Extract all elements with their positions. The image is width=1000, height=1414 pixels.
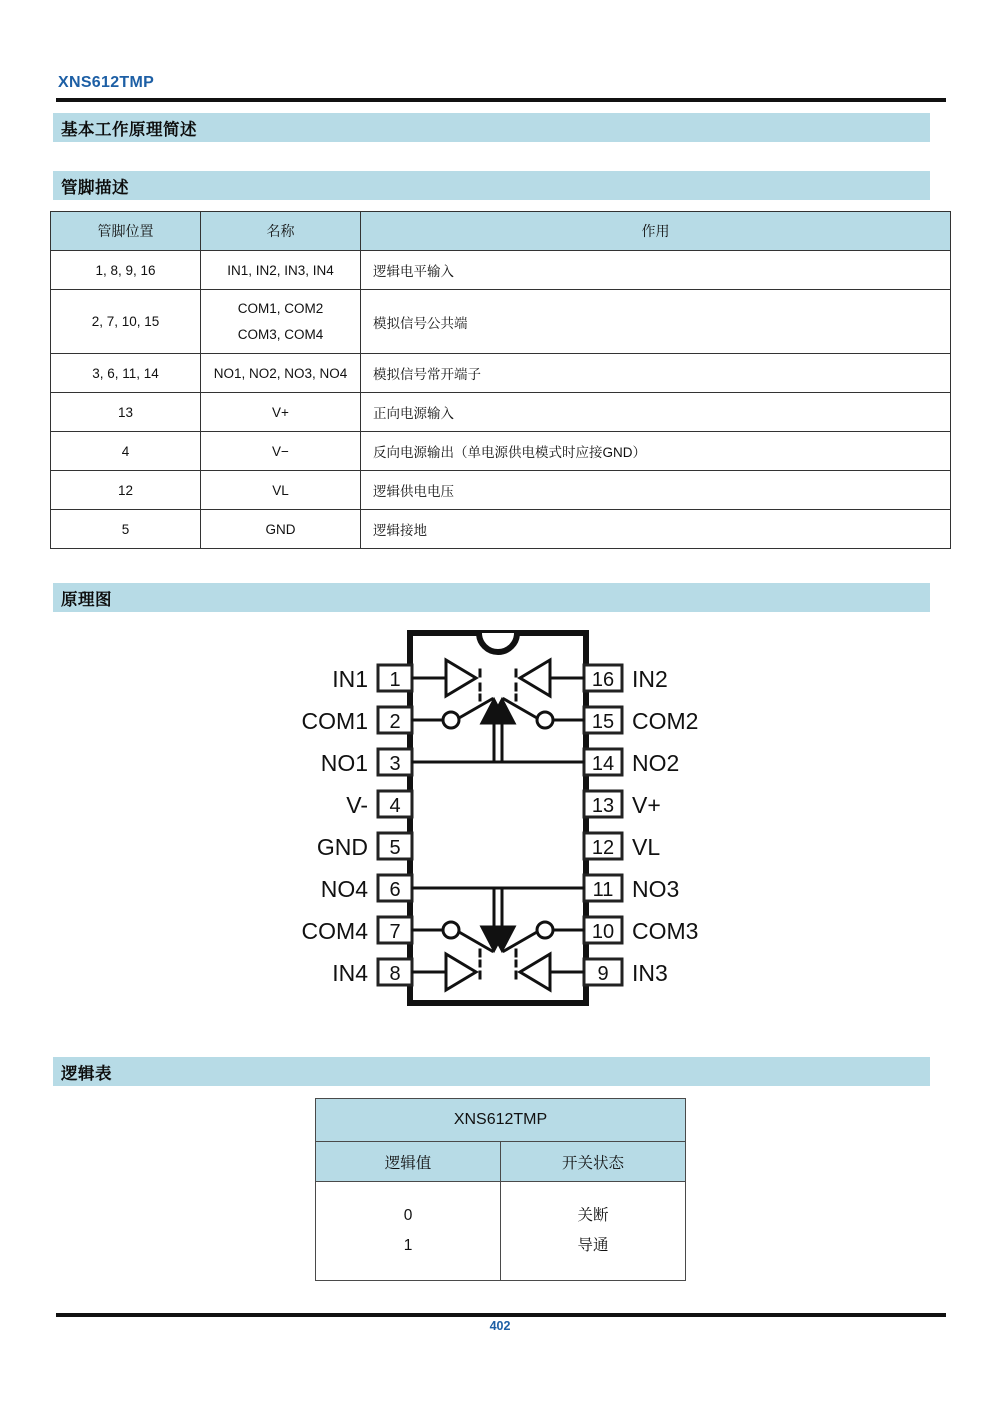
pin-label-vneg: V- — [346, 792, 368, 818]
pin-number-3: 3 — [389, 753, 401, 775]
column-header-position: 管脚位置 — [51, 212, 201, 251]
cell-function: 逻辑供电电压 — [361, 471, 951, 510]
cell-function: 逻辑电平输入 — [361, 251, 951, 290]
pin-label-com1: COM1 — [301, 708, 368, 734]
pin-number-2: 2 — [389, 711, 401, 733]
pin-label-in4: IN4 — [332, 960, 368, 986]
schematic-svg — [250, 628, 750, 1028]
cell-name: GND — [201, 510, 361, 549]
pin-label-in2: IN2 — [632, 666, 668, 692]
table-row — [51, 290, 951, 354]
pin-number-5: 5 — [389, 837, 401, 859]
pin-numbers-right — [592, 669, 614, 985]
package-notch-icon — [479, 633, 517, 652]
page-title: XNS612TMP — [58, 74, 155, 91]
pin-number-7: 7 — [389, 921, 401, 943]
switch-node-4 — [443, 922, 459, 938]
cell-position: 1, 8, 9, 16 — [51, 251, 201, 290]
pin-number-14: 14 — [591, 753, 615, 775]
cell-function: 正向电源输入 — [361, 393, 951, 432]
table-row — [51, 471, 951, 510]
pin-label-vl: VL — [632, 834, 661, 860]
table-row — [51, 432, 951, 471]
logic-table-title-row — [316, 1099, 686, 1142]
column-header-name: 名称 — [201, 212, 361, 251]
logic-column-header-state: 开关状态 — [501, 1142, 686, 1182]
cell-position: 13 — [51, 393, 201, 432]
schematic-diagram — [250, 628, 750, 1028]
section-header-schematic — [53, 583, 930, 612]
pin-number-6: 6 — [389, 879, 401, 901]
cell-name — [201, 290, 361, 354]
logic-state-0: 关断 — [577, 1207, 609, 1224]
column-header-function: 作用 — [361, 212, 951, 251]
section-header-pin-description-label: 管脚描述 — [61, 178, 129, 197]
logic-column-header-value: 逻辑值 — [316, 1142, 501, 1182]
cell-name: V− — [201, 432, 361, 471]
pin-number-10: 10 — [591, 921, 615, 943]
cell-function: 模拟信号常开端子 — [361, 354, 951, 393]
chip-body — [410, 633, 586, 1003]
section-header-principle-label: 基本工作原理简述 — [61, 120, 197, 139]
pin-number-16: 16 — [591, 669, 615, 691]
section-header-pin-description — [53, 171, 930, 200]
pin-label-no1: NO1 — [320, 750, 368, 776]
cell-name: NO1, NO2, NO3, NO4 — [201, 354, 361, 393]
cell-position: 5 — [51, 510, 201, 549]
cell-function: 模拟信号公共端 — [361, 290, 951, 354]
pin-number-11: 11 — [592, 879, 614, 901]
pin-number-13: 13 — [591, 795, 615, 817]
pin-labels-right — [632, 666, 698, 986]
pin-label-in3: IN3 — [632, 960, 668, 986]
pin-label-vpos: V+ — [632, 792, 661, 818]
pin-number-15: 15 — [591, 711, 615, 733]
pin-numbers-left — [389, 669, 400, 985]
switch-node-1 — [443, 712, 459, 728]
pin-label-in1: IN1 — [332, 666, 368, 692]
pin-label-no2: NO2 — [632, 750, 680, 776]
pin-label-no3: NO3 — [632, 876, 680, 902]
cell-function: 反向电源输出（单电源供电模式时应接GND） — [361, 432, 951, 471]
logic-values-cell — [316, 1182, 501, 1281]
table-row — [51, 393, 951, 432]
pin-description-table — [50, 211, 951, 549]
pin-number-4: 4 — [389, 795, 401, 817]
cell-name-line-1: COM1, COM2 — [237, 301, 324, 316]
logic-state-1: 导通 — [577, 1237, 609, 1254]
pin-label-com2: COM2 — [632, 708, 699, 734]
cell-position: 3, 6, 11, 14 — [51, 354, 201, 393]
pin-label-gnd: GND — [316, 834, 368, 860]
section-header-schematic-label: 原理图 — [61, 590, 112, 609]
logic-table-header-row — [316, 1142, 686, 1182]
cell-position: 4 — [51, 432, 201, 471]
logic-table — [315, 1098, 686, 1281]
cell-name: VL — [201, 471, 361, 510]
header-rule — [56, 98, 946, 102]
switch-node-3 — [537, 922, 553, 938]
cell-function: 逻辑接地 — [361, 510, 951, 549]
switch-node-2 — [537, 712, 553, 728]
pin-number-1: 1 — [389, 669, 401, 691]
section-header-logic-table-label: 逻辑表 — [61, 1064, 112, 1083]
logic-states-cell — [501, 1182, 686, 1281]
cell-position: 12 — [51, 471, 201, 510]
cell-name-line-2: COM3, COM4 — [237, 327, 324, 342]
table-row — [51, 251, 951, 290]
pin-number-9: 9 — [597, 963, 609, 985]
page-number: 402 — [489, 1319, 511, 1333]
pin-label-com4: COM4 — [301, 918, 368, 944]
cell-name: IN1, IN2, IN3, IN4 — [201, 251, 361, 290]
logic-table-body-row — [316, 1182, 686, 1281]
pin-number-8: 8 — [389, 963, 401, 985]
table-row — [51, 354, 951, 393]
logic-table-title: XNS612TMP — [316, 1099, 686, 1142]
cell-name: V+ — [201, 393, 361, 432]
pin-label-no4: NO4 — [320, 876, 368, 902]
footer-rule — [56, 1313, 946, 1317]
pin-label-com3: COM3 — [632, 918, 699, 944]
section-header-logic-table — [53, 1057, 930, 1086]
pin-number-12: 12 — [591, 837, 615, 859]
section-header-principle — [53, 113, 930, 142]
table-row — [51, 510, 951, 549]
table-header-row — [51, 212, 951, 251]
pin-labels-left — [302, 666, 369, 986]
cell-position: 2, 7, 10, 15 — [51, 290, 201, 354]
logic-value-0: 0 — [403, 1207, 413, 1224]
logic-value-1: 1 — [403, 1237, 413, 1254]
